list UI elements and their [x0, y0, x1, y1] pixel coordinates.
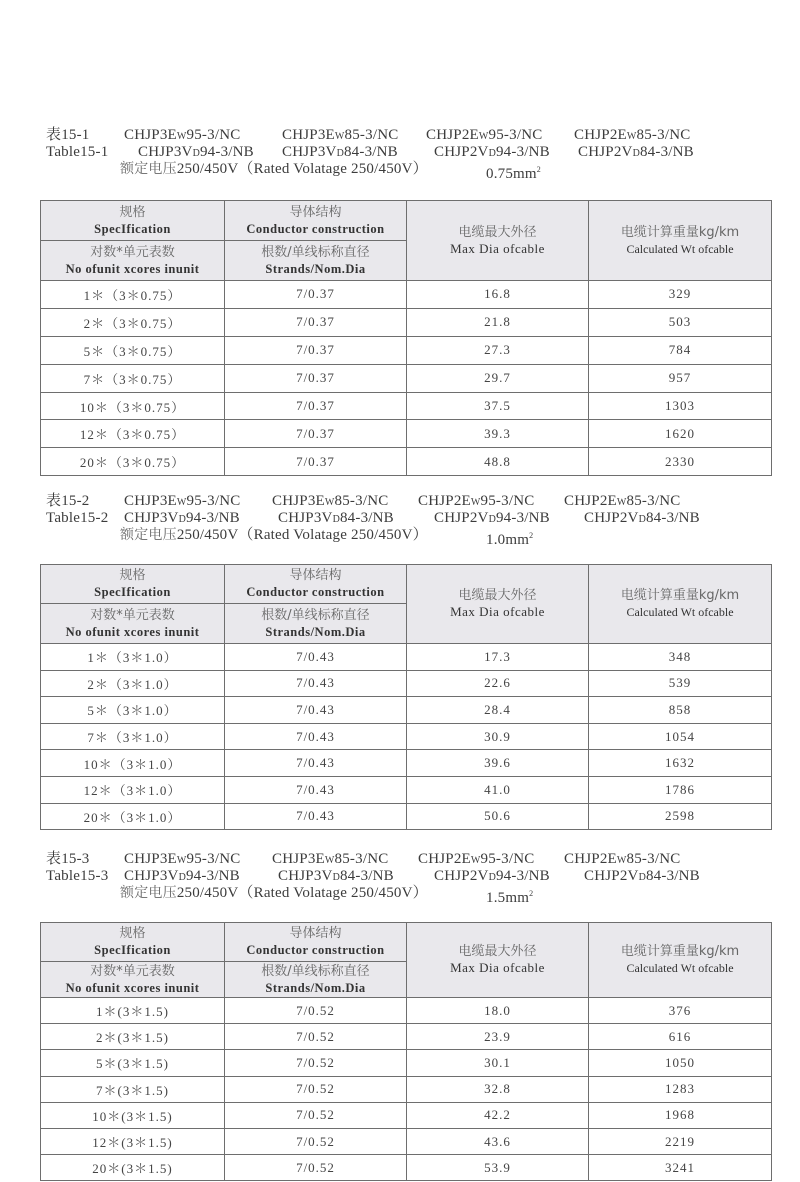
table-row — [41, 308, 772, 336]
table-row — [41, 336, 772, 364]
model-code-sub: D — [488, 872, 496, 883]
table-row — [41, 723, 772, 750]
model-code-sub: W — [478, 131, 489, 142]
cell-spec: 1＊(3＊1.5) — [41, 998, 225, 1024]
header-units-cores — [41, 962, 225, 998]
header-calculated-weight-zh: 电缆计算重量kg/km — [620, 224, 740, 240]
header-conductor-construction-zh: 导体结构 — [289, 926, 342, 941]
cell-weight: 376 — [589, 998, 772, 1024]
header-specification-en: SpecIfication — [94, 221, 171, 236]
table-label-zh: 表15-1 — [46, 127, 90, 143]
model-code-prefix: CHJP2E — [418, 493, 471, 509]
header-strands-nom-dia-zh: 根数/单线标称直径 — [261, 244, 370, 260]
model-code — [578, 144, 694, 162]
cell-conductor: 7/0.37 — [225, 336, 407, 364]
model-code-sub: D — [332, 514, 340, 525]
cell-weight: 1786 — [589, 776, 772, 803]
cell-max-dia: 37.5 — [407, 392, 589, 420]
header-max-dia-en: Max Dia ofcable — [450, 960, 545, 975]
cell-conductor: 7/0.37 — [225, 392, 407, 420]
model-code — [426, 127, 542, 145]
header-conductor-construction-en: Conductor construction — [246, 585, 385, 599]
model-code-prefix: CHJP3E — [124, 127, 177, 143]
header-calculated-weight — [589, 565, 772, 644]
cross-section-value: 0.75mm — [486, 166, 537, 182]
cell-spec: 5＊（3＊0.75） — [41, 336, 225, 364]
model-code — [434, 144, 550, 162]
cell-max-dia: 39.3 — [407, 420, 589, 448]
cell-spec: 10＊（3＊0.75） — [41, 392, 225, 420]
table-label-en: Table15-1 — [46, 144, 109, 160]
header-units-cores-en: No ofunit xcores inunit — [65, 980, 200, 995]
caption-line-models-2 — [46, 510, 786, 527]
model-code — [272, 493, 388, 511]
rated-voltage-zh: 额定电压 — [120, 527, 177, 543]
model-code-sub: D — [336, 148, 344, 159]
model-code-suffix: 94-3/NB — [495, 144, 550, 160]
model-code-sub: W — [616, 855, 627, 866]
header-strands-nom-dia — [225, 604, 407, 644]
cell-spec: 10＊(3＊1.5) — [41, 1102, 225, 1128]
cell-conductor: 7/0.43 — [225, 644, 407, 671]
cell-weight: 348 — [589, 644, 772, 671]
model-code-prefix: CHJP3V — [138, 144, 193, 160]
caption-line-models-2 — [46, 144, 786, 161]
cell-spec: 2＊（3＊1.0） — [41, 670, 225, 697]
header-strands-nom-dia-en: Strands/Nom.Dia — [265, 980, 366, 995]
header-calculated-weight — [589, 923, 772, 998]
table-row — [41, 697, 772, 724]
model-code-sub: W — [176, 131, 187, 142]
model-code-suffix: 94-3/NB — [185, 510, 240, 526]
header-units-cores — [41, 604, 225, 644]
rated-voltage-zh: 额定电压 — [120, 161, 177, 177]
cell-weight: 539 — [589, 670, 772, 697]
cell-weight: 3241 — [589, 1155, 772, 1181]
cell-max-dia: 48.8 — [407, 448, 589, 476]
cross-section-sup: 2 — [529, 889, 534, 898]
spec-table-15-3 — [40, 922, 772, 1181]
header-units-cores — [41, 241, 225, 281]
table-row — [41, 1076, 772, 1102]
cell-spec: 10＊（3＊1.0） — [41, 750, 225, 777]
table-row — [41, 803, 772, 830]
header-max-dia — [407, 201, 589, 281]
model-code-prefix: CHJP3E — [124, 851, 177, 867]
header-specification — [41, 923, 225, 962]
cell-spec: 20＊（3＊0.75） — [41, 448, 225, 476]
header-specification-zh: 规格 — [119, 568, 146, 583]
model-code-suffix: 94-3/NB — [185, 868, 240, 884]
cross-section — [486, 885, 533, 907]
cell-max-dia: 32.8 — [407, 1076, 589, 1102]
cell-max-dia: 22.6 — [407, 670, 589, 697]
cell-max-dia: 29.7 — [407, 364, 589, 392]
model-code — [124, 851, 240, 869]
model-code-suffix: 95-3/NC — [186, 127, 241, 143]
model-code — [278, 868, 394, 886]
model-code — [282, 127, 398, 145]
model-code-sub: D — [488, 148, 496, 159]
table-caption — [46, 127, 786, 182]
table-caption — [46, 851, 786, 906]
rated-voltage-text: 250/450V（Rated Volatage 250/450V） — [176, 161, 428, 177]
model-code-suffix: 85-3/NC — [334, 851, 389, 867]
header-strands-nom-dia — [225, 241, 407, 281]
model-code-sub: W — [324, 497, 335, 508]
header-units-cores-en: No ofunit xcores inunit — [65, 261, 200, 276]
model-code-suffix: 85-3/NC — [636, 127, 691, 143]
header-max-dia-zh: 电缆最大外径 — [458, 588, 537, 603]
table-row — [41, 420, 772, 448]
cell-max-dia: 53.9 — [407, 1155, 589, 1181]
model-code-prefix: CHJP2E — [426, 127, 479, 143]
model-code-prefix: CHJP3E — [272, 851, 325, 867]
model-code-prefix: CHJP2E — [564, 493, 617, 509]
header-specification-en: SpecIfication — [94, 943, 171, 957]
model-code — [272, 851, 388, 869]
model-code-suffix: 85-3/NC — [626, 493, 681, 509]
table-label-zh: 表15-3 — [46, 851, 90, 867]
cell-conductor: 7/0.43 — [225, 776, 407, 803]
header-conductor-construction-en: Conductor construction — [246, 221, 385, 236]
model-code-prefix: CHJP3E — [282, 127, 335, 143]
model-code-sub: D — [488, 514, 496, 525]
cell-spec: 5＊（3＊1.0） — [41, 697, 225, 724]
cell-conductor: 7/0.52 — [225, 1155, 407, 1181]
model-code-suffix: 94-3/NB — [495, 510, 550, 526]
model-code-prefix: CHJP3V — [124, 868, 179, 884]
model-code-sub: W — [616, 497, 627, 508]
model-code — [124, 510, 240, 528]
header-strands-nom-dia — [225, 962, 407, 998]
cell-max-dia: 17.3 — [407, 644, 589, 671]
model-code-sub: W — [176, 855, 187, 866]
header-max-dia — [407, 565, 589, 644]
cell-max-dia: 18.0 — [407, 998, 589, 1024]
model-code-prefix: CHJP2E — [418, 851, 471, 867]
header-conductor-construction — [225, 565, 407, 604]
spec-table-15-1 — [40, 200, 772, 476]
cell-max-dia: 30.1 — [407, 1050, 589, 1076]
header-max-dia-en: Max Dia ofcable — [450, 604, 545, 619]
table-row — [41, 1128, 772, 1154]
model-code-suffix: 84-3/NB — [645, 510, 700, 526]
header-calculated-weight-en: Calculated Wt ofcable — [626, 241, 734, 256]
model-code — [584, 510, 700, 528]
model-code-sub: D — [192, 148, 200, 159]
table-row — [41, 392, 772, 420]
model-code-sub: D — [178, 872, 186, 883]
cell-conductor: 7/0.52 — [225, 1102, 407, 1128]
model-code-suffix: 94-3/NB — [199, 144, 254, 160]
model-code — [138, 144, 254, 162]
cell-spec: 7＊(3＊1.5) — [41, 1076, 225, 1102]
cell-spec: 2＊（3＊0.75） — [41, 308, 225, 336]
model-code — [278, 510, 394, 528]
header-conductor-construction-en: Conductor construction — [246, 943, 385, 957]
model-code-suffix: 95-3/NC — [480, 851, 535, 867]
table-label-en: Table15-2 — [46, 510, 109, 526]
header-strands-nom-dia-zh: 根数/单线标称直径 — [261, 607, 370, 623]
cell-max-dia: 42.2 — [407, 1102, 589, 1128]
model-code — [434, 868, 550, 886]
header-row — [41, 201, 772, 241]
model-code-sub: D — [632, 148, 640, 159]
model-code — [124, 493, 240, 511]
header-max-dia-zh: 电缆最大外径 — [458, 224, 537, 240]
spec-table-15-2 — [40, 564, 772, 830]
cell-max-dia: 28.4 — [407, 697, 589, 724]
model-code — [434, 510, 550, 528]
cell-weight: 2219 — [589, 1128, 772, 1154]
cell-max-dia: 50.6 — [407, 803, 589, 830]
cross-section-sup: 2 — [536, 165, 541, 174]
table-row — [41, 776, 772, 803]
model-code-sub: W — [470, 497, 481, 508]
model-code-suffix: 85-3/NC — [334, 493, 389, 509]
model-code-suffix: 84-3/NB — [639, 144, 694, 160]
header-max-dia — [407, 923, 589, 998]
model-code-prefix: CHJP3V — [278, 868, 333, 884]
model-code-prefix: CHJP3V — [282, 144, 337, 160]
table-row — [41, 998, 772, 1024]
cell-conductor: 7/0.37 — [225, 364, 407, 392]
cell-weight: 784 — [589, 336, 772, 364]
caption-line-voltage — [46, 527, 786, 548]
table-label-zh: 表15-2 — [46, 493, 90, 509]
rated-voltage-text: 250/450V（Rated Volatage 250/450V） — [176, 527, 428, 543]
model-code-sub: W — [176, 497, 187, 508]
model-code — [564, 493, 680, 511]
model-code — [282, 144, 398, 162]
cell-spec: 7＊（3＊0.75） — [41, 364, 225, 392]
header-calculated-weight-zh: 电缆计算重量kg/km — [620, 588, 740, 603]
cell-max-dia: 21.8 — [407, 308, 589, 336]
cell-conductor: 7/0.43 — [225, 697, 407, 724]
cell-weight: 858 — [589, 697, 772, 724]
cell-conductor: 7/0.52 — [225, 998, 407, 1024]
header-specification — [41, 201, 225, 241]
cell-conductor: 7/0.52 — [225, 1050, 407, 1076]
caption-line-voltage — [46, 885, 786, 906]
header-units-cores-en: No ofunit xcores inunit — [65, 624, 200, 639]
cell-weight: 1303 — [589, 392, 772, 420]
cell-weight: 1968 — [589, 1102, 772, 1128]
model-code-suffix: 95-3/NC — [488, 127, 543, 143]
cell-spec: 7＊（3＊1.0） — [41, 723, 225, 750]
model-code-sub: D — [638, 514, 646, 525]
cell-spec: 12＊(3＊1.5) — [41, 1128, 225, 1154]
cell-weight: 2598 — [589, 803, 772, 830]
table-row — [41, 644, 772, 671]
model-code-sub: D — [332, 872, 340, 883]
caption-line-voltage — [46, 161, 786, 182]
header-strands-nom-dia-zh: 根数/单线标称直径 — [261, 963, 370, 979]
model-code-prefix: CHJP2V — [434, 868, 489, 884]
cell-conductor: 7/0.43 — [225, 723, 407, 750]
model-code-prefix: CHJP2V — [434, 510, 489, 526]
model-code-suffix: 84-3/NB — [645, 868, 700, 884]
cell-spec: 2＊(3＊1.5) — [41, 1024, 225, 1050]
rated-voltage — [120, 161, 428, 178]
model-code — [124, 868, 240, 886]
cross-section — [486, 161, 541, 183]
model-code-prefix: CHJP2E — [574, 127, 627, 143]
model-code-prefix: CHJP2V — [584, 868, 639, 884]
cell-spec: 12＊（3＊0.75） — [41, 420, 225, 448]
model-code-prefix: CHJP2V — [584, 510, 639, 526]
rated-voltage-zh: 额定电压 — [120, 885, 177, 901]
header-conductor-construction — [225, 923, 407, 962]
cell-weight: 1283 — [589, 1076, 772, 1102]
cell-conductor: 7/0.43 — [225, 670, 407, 697]
cell-weight: 957 — [589, 364, 772, 392]
cell-weight: 1054 — [589, 723, 772, 750]
cell-max-dia: 43.6 — [407, 1128, 589, 1154]
table-row — [41, 1024, 772, 1050]
model-code — [418, 493, 534, 511]
model-code-prefix: CHJP2V — [578, 144, 633, 160]
cell-conductor: 7/0.43 — [225, 803, 407, 830]
header-strands-nom-dia-en: Strands/Nom.Dia — [265, 261, 366, 276]
cell-max-dia: 30.9 — [407, 723, 589, 750]
cell-weight: 2330 — [589, 448, 772, 476]
cross-section-value: 1.5mm — [486, 890, 530, 906]
model-code-sub: W — [324, 855, 335, 866]
model-code-sub: W — [470, 855, 481, 866]
header-strands-nom-dia-en: Strands/Nom.Dia — [265, 624, 366, 639]
table-row — [41, 448, 772, 476]
cell-spec: 20＊（3＊1.0） — [41, 803, 225, 830]
rated-voltage — [120, 885, 428, 902]
header-units-cores-zh: 对数*单元表数 — [90, 963, 175, 979]
cell-spec: 20＊(3＊1.5) — [41, 1155, 225, 1181]
cell-conductor: 7/0.37 — [225, 420, 407, 448]
model-code-sub: D — [638, 872, 646, 883]
cell-spec: 12＊（3＊1.0） — [41, 776, 225, 803]
model-code-prefix: CHJP2E — [564, 851, 617, 867]
cell-max-dia: 23.9 — [407, 1024, 589, 1050]
model-code-prefix: CHJP3V — [278, 510, 333, 526]
model-code-prefix: CHJP3V — [124, 510, 179, 526]
header-specification-zh: 规格 — [119, 926, 146, 941]
model-code — [564, 851, 680, 869]
cell-weight: 1050 — [589, 1050, 772, 1076]
model-code-sub: W — [334, 131, 345, 142]
header-conductor-construction-zh: 导体结构 — [289, 204, 342, 220]
table-label-en: Table15-3 — [46, 868, 109, 884]
caption-line-models-1 — [46, 127, 786, 144]
cell-max-dia: 16.8 — [407, 281, 589, 309]
model-code — [418, 851, 534, 869]
model-code-suffix: 94-3/NB — [495, 868, 550, 884]
cell-conductor: 7/0.37 — [225, 308, 407, 336]
cell-conductor: 7/0.43 — [225, 750, 407, 777]
table-row — [41, 281, 772, 309]
table-row — [41, 1102, 772, 1128]
header-specification-en: SpecIfication — [94, 585, 171, 599]
cell-conductor: 7/0.52 — [225, 1128, 407, 1154]
cell-spec: 5＊(3＊1.5) — [41, 1050, 225, 1076]
header-calculated-weight — [589, 201, 772, 281]
cell-conductor: 7/0.37 — [225, 448, 407, 476]
model-code-prefix: CHJP3E — [272, 493, 325, 509]
cell-spec: 1＊（3＊1.0） — [41, 644, 225, 671]
model-code-prefix: CHJP2V — [434, 144, 489, 160]
caption-line-models-2 — [46, 868, 786, 885]
cell-weight: 1620 — [589, 420, 772, 448]
cross-section-sup: 2 — [529, 531, 534, 540]
header-calculated-weight-en: Calculated Wt ofcable — [626, 961, 734, 975]
cell-max-dia: 41.0 — [407, 776, 589, 803]
model-code-sub: W — [626, 131, 637, 142]
model-code — [574, 127, 690, 145]
cell-max-dia: 39.6 — [407, 750, 589, 777]
header-row — [41, 565, 772, 604]
model-code — [584, 868, 700, 886]
header-units-cores-zh: 对数*单元表数 — [90, 607, 175, 623]
model-code-suffix: 95-3/NC — [186, 851, 241, 867]
table-row — [41, 1050, 772, 1076]
cell-conductor: 7/0.52 — [225, 1024, 407, 1050]
cell-weight: 503 — [589, 308, 772, 336]
header-units-cores-zh: 对数*单元表数 — [90, 244, 175, 260]
model-code-suffix: 95-3/NC — [480, 493, 535, 509]
header-calculated-weight-en: Calculated Wt ofcable — [626, 605, 734, 619]
model-code-suffix: 85-3/NC — [344, 127, 399, 143]
cell-conductor: 7/0.52 — [225, 1076, 407, 1102]
rated-voltage — [120, 527, 428, 544]
caption-line-models-1 — [46, 851, 786, 868]
model-code-suffix: 84-3/NB — [343, 144, 398, 160]
model-code-suffix: 84-3/NB — [339, 510, 394, 526]
header-row — [41, 923, 772, 962]
header-calculated-weight-zh: 电缆计算重量kg/km — [620, 944, 740, 959]
cell-spec: 1＊（3＊0.75） — [41, 281, 225, 309]
cell-max-dia: 27.3 — [407, 336, 589, 364]
header-specification — [41, 565, 225, 604]
cell-weight: 616 — [589, 1024, 772, 1050]
header-conductor-construction-zh: 导体结构 — [289, 568, 342, 583]
cross-section-value: 1.0mm — [486, 532, 530, 548]
caption-line-models-1 — [46, 493, 786, 510]
cell-conductor: 7/0.37 — [225, 281, 407, 309]
model-code — [124, 127, 240, 145]
rated-voltage-text: 250/450V（Rated Volatage 250/450V） — [176, 885, 428, 901]
header-specification-zh: 规格 — [119, 204, 146, 220]
model-code-prefix: CHJP3E — [124, 493, 177, 509]
model-code-suffix: 84-3/NB — [339, 868, 394, 884]
table-row — [41, 750, 772, 777]
model-code-suffix: 85-3/NC — [626, 851, 681, 867]
table-row — [41, 670, 772, 697]
table-caption — [46, 493, 786, 548]
cross-section — [486, 527, 533, 549]
table-row — [41, 1155, 772, 1181]
cell-weight: 1632 — [589, 750, 772, 777]
header-conductor-construction — [225, 201, 407, 241]
model-code-suffix: 95-3/NC — [186, 493, 241, 509]
header-max-dia-zh: 电缆最大外径 — [458, 944, 537, 959]
model-code-sub: D — [178, 514, 186, 525]
cell-weight: 329 — [589, 281, 772, 309]
table-row — [41, 364, 772, 392]
header-max-dia-en: Max Dia ofcable — [450, 240, 545, 256]
